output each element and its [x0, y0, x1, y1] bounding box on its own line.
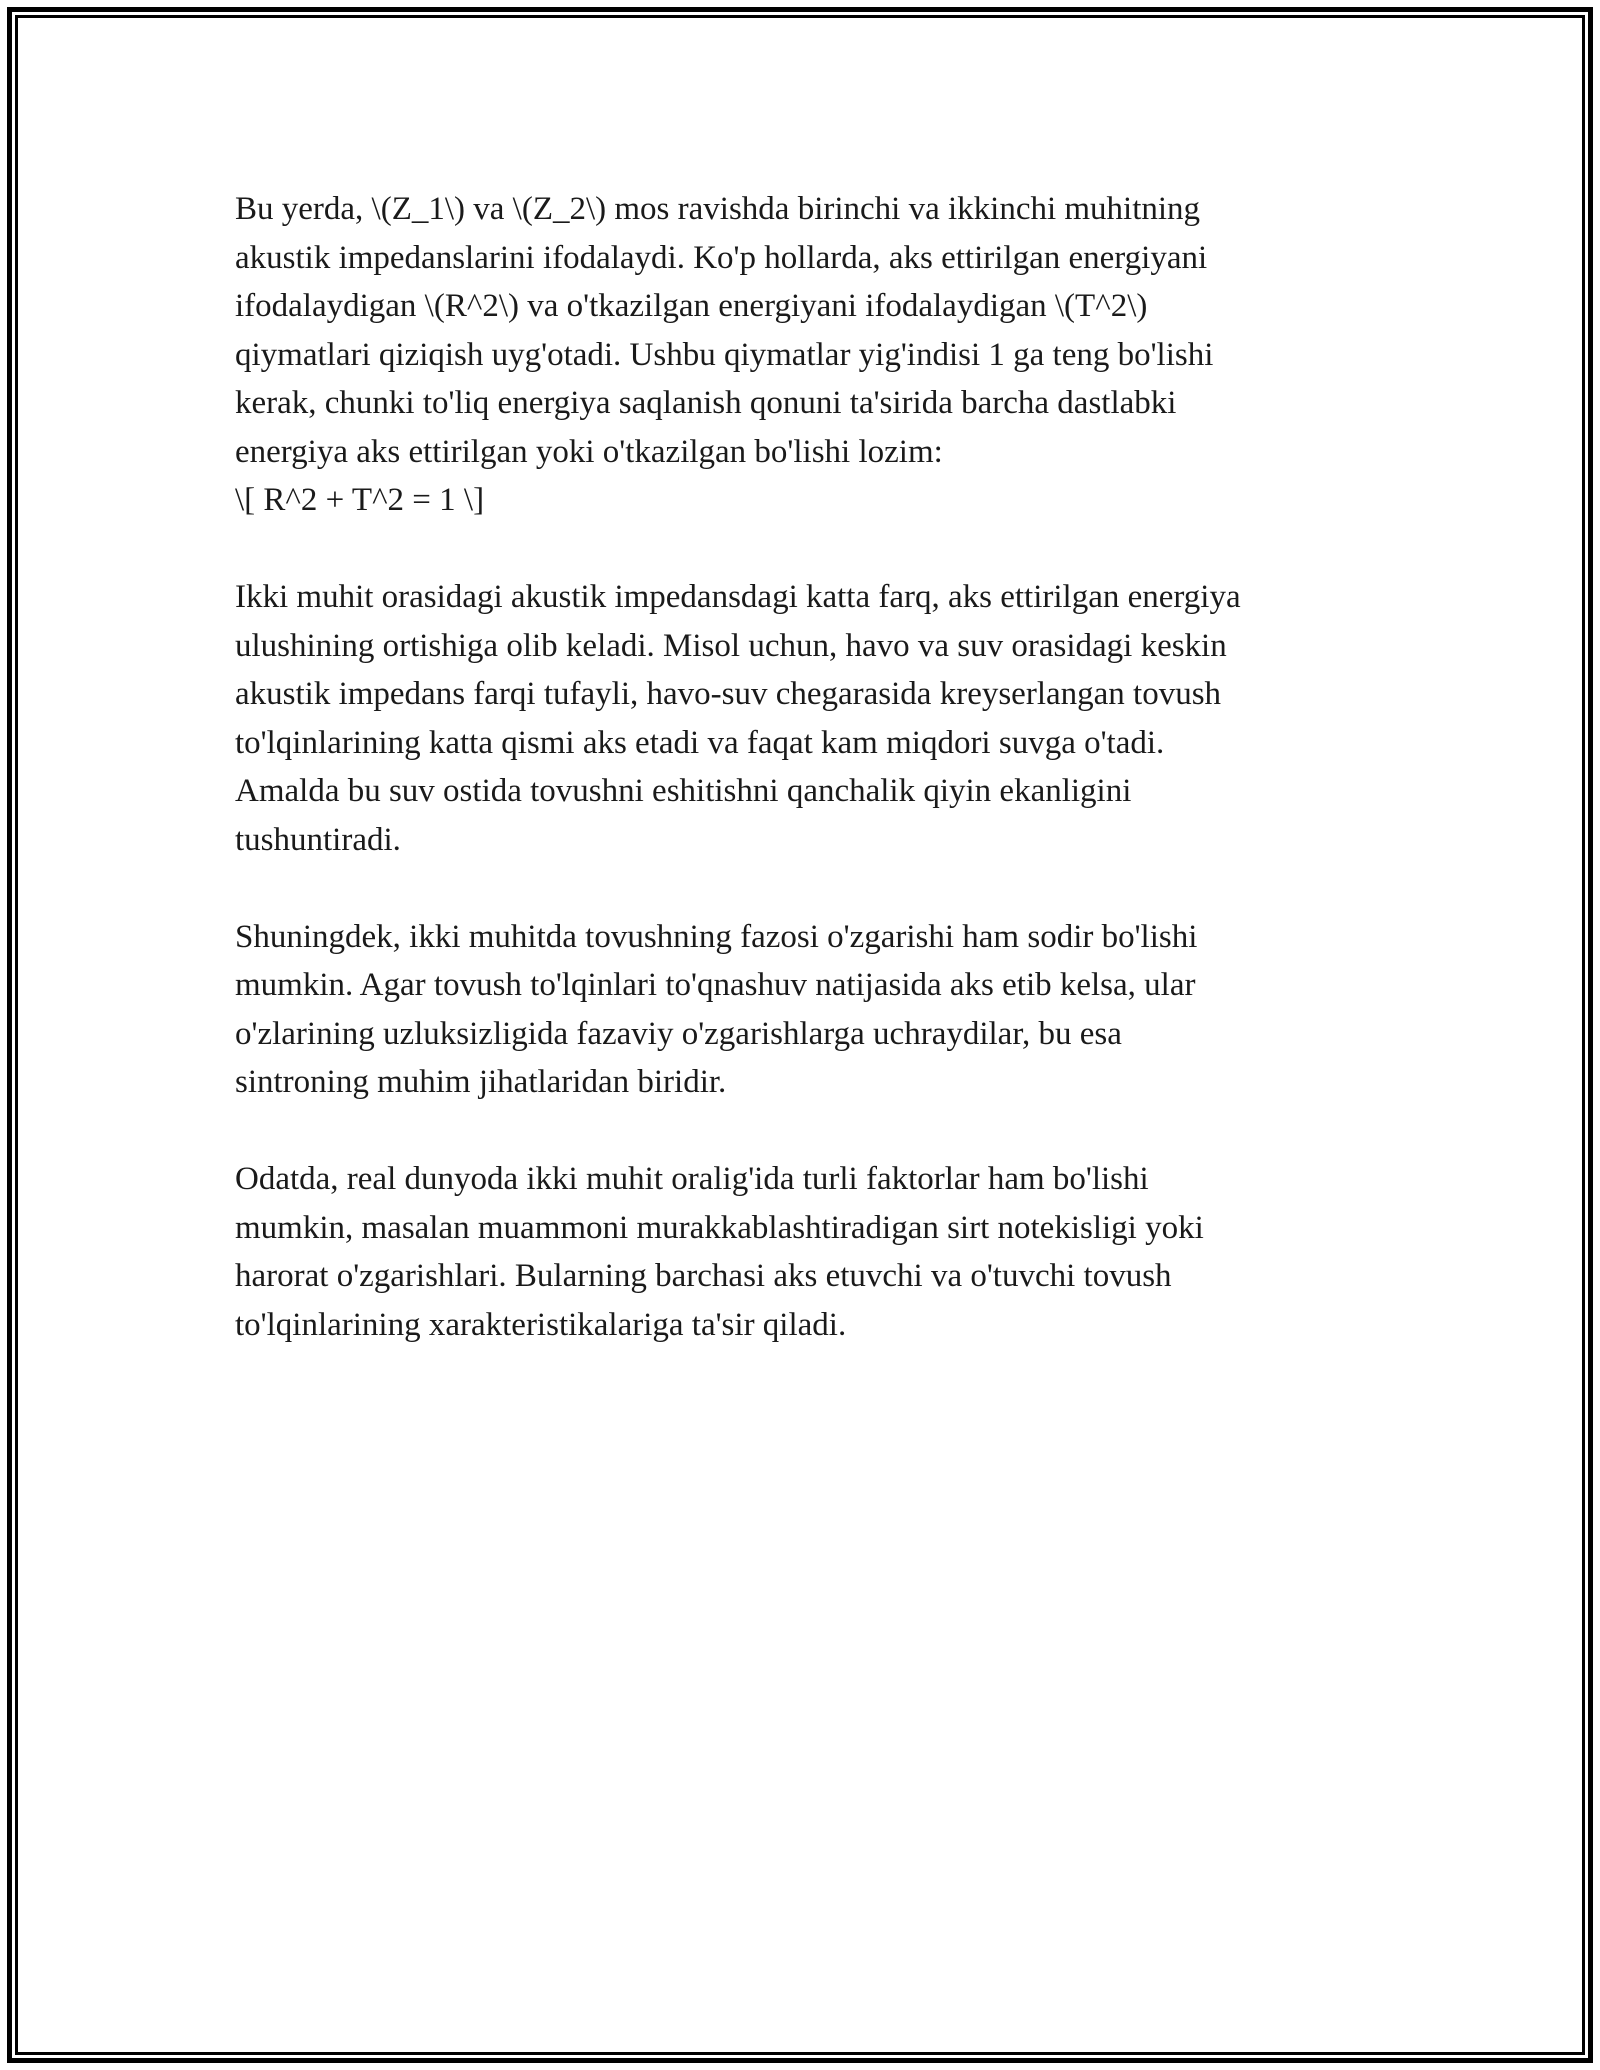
paragraph-real-world-factors: Odatda, real dunyoda ikki muhit oralig'ida turli faktorlar ham bo'lishi mumkin, masalan muammoni murakkablashtiradigan sirt notekisligi yoki harorat o'zgarishlari. Bularning barchasi aks etuvchi va o'tuvchi tovush to'lqinlarining xarakteristikalariga ta'sir qiladi.	[235, 1161, 1204, 1343]
document-body	[235, 185, 1375, 1398]
paragraph-impedance-difference: Ikki muhit orasidagi akustik impedansdagi katta farq, aks ettirilgan energiya ulushining ortishiga olib keladi. Misol uchun, havo va suv orasidagi keskin akustik impedans farqi tufayli, havo-suv chegarasida kreyserlangan tovush to'lqinlarining katta qismi aks etadi va faqat kam miqdori suvga o'tadi. Amalda bu suv ostida tovushni eshitishni qanchalik qiyin ekanligini tushuntiradi.	[235, 579, 1241, 858]
paragraph-phase-change: Shuningdek, ikki muhitda tovushning fazosi o'zgarishi ham sodir bo'lishi mumkin. Agar tovush to'lqinlari to'qnashuv natijasida aks etib kelsa, ular o'zlarining uzluksizligida fazaviy o'zgarishlarga uchraydilar, bu esa sintroning muhim jihatlaridan biridir.	[235, 918, 1198, 1100]
paragraph-impedance-definition: Bu yerda, \(Z_1\) va \(Z_2\) mos ravishda birinchi va ikkinchi muhitning akustik impedanslarini ifodalaydi. Ko'p hollarda, aks ettirilgan energiyani ifodalaydigan \(R^2\) va o'tkazilgan energiyani ifodalaydigan \(T^2\) qiymatlari qiziqish uyg'otadi. Ushbu qiymatlar yig'indisi 1 ga teng bo'lishi kerak, chunki to'liq energiya saqlanish qonuni ta'sirida barcha dastlabki energiya aks ettirilgan yoki o'tkazilgan bo'lishi lozim: \[ R^2 + T^2 = 1 \]	[235, 191, 1214, 518]
